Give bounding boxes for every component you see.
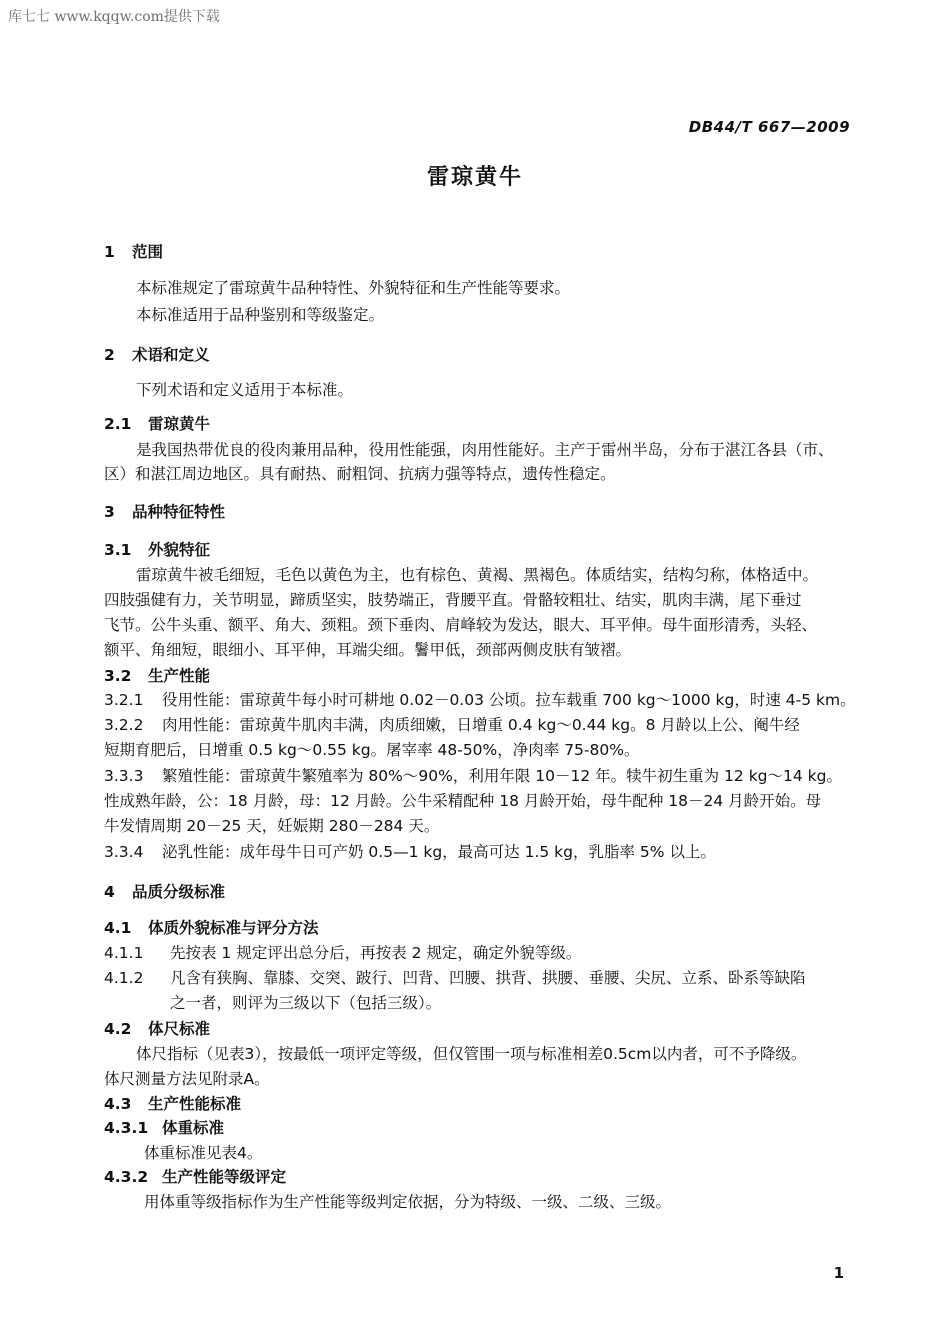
section-3-2-1: 3.2.1 役用性能：雷琼黄牛每小时可耕地 0.02－0.03 公顷。拉车载重 700 kg～1000 kg，时速 4-5 km。 xyxy=(104,691,856,709)
section-1-heading: 1 范围 xyxy=(104,243,164,261)
section-3-3-3-line-1: 3.3.3 繁殖性能：雷琼黄牛繁殖率为 80%～90%，利用年限 10－12 年。犊牛初生重为 12 kg～14 kg。 xyxy=(104,767,842,785)
section-4-2-heading: 4.2 体尺标准 xyxy=(104,1020,211,1038)
section-3-2-2-line-2: 短期育肥后，日增重 0.5 kg～0.55 kg。屠宰率 48-50%，净肉率 75-80%。 xyxy=(104,741,640,759)
section-4-heading: 4 品质分级标准 xyxy=(104,883,226,901)
section-3-3-4: 3.3.4 泌乳性能：成年母牛日可产奶 0.5—1 kg，最高可达 1.5 kg，乳脂率 5% 以上。 xyxy=(104,843,716,861)
section-4-1-2-line-2: 之一者，则评为三级以下（包括三级）。 xyxy=(170,994,442,1012)
section-3-1-line-3: 飞节。公牛头重、额平、角大、颈粗。颈下垂肉、肩峰较为发达，眼大、耳平伸。母牛面形清秀，头轻、 xyxy=(104,616,818,634)
document-code: DB44/T 667—2009 xyxy=(688,118,850,136)
section-1-para-2: 本标准适用于品种鉴别和等级鉴定。 xyxy=(136,306,385,324)
section-4-3-2-heading: 4.3.2 生产性能等级评定 xyxy=(104,1168,287,1186)
section-3-heading: 3 品种特征特性 xyxy=(104,503,226,521)
section-3-3-3-line-3: 牛发情周期 20－25 天，妊娠期 280－284 天。 xyxy=(104,817,440,835)
watermark: 库七七 www.kqqw.com提供下载 xyxy=(8,9,220,25)
section-3-3-3-line-2: 性成熟年龄，公：18 月龄，母：12 月龄。公牛采精配种 18 月龄开始，母牛配种 18－24 月龄开始。母 xyxy=(104,792,822,810)
section-4-3-1-text: 体重标准见表4。 xyxy=(144,1144,263,1162)
section-2-1-line-2: 区）和湛江周边地区。具有耐热、耐粗饲、抗病力强等特点，遗传性稳定。 xyxy=(104,465,616,483)
section-4-3-1-heading: 4.3.1 体重标准 xyxy=(104,1119,225,1137)
section-2-1-heading: 2.1 雷琼黄牛 xyxy=(104,415,211,433)
section-4-2-line-1: 体尺指标（见表3），按最低一项评定等级，但仅管围一项与标准相差0.5cm以内者，可不予降级。 xyxy=(136,1045,807,1063)
section-2-heading: 2 术语和定义 xyxy=(104,346,210,364)
section-1-para-1: 本标准规定了雷琼黄牛品种特性、外貌特征和生产性能等要求。 xyxy=(136,279,571,297)
section-4-1-2-line-1: 4.1.2 凡含有狭胸、靠膝、交突、跛行、凹背、凹腰、拱背、拱腰、垂腰、尖尻、立系、卧系等缺陷 xyxy=(104,969,806,987)
section-2-para-1: 下列术语和定义适用于本标准。 xyxy=(136,381,354,399)
section-3-1-line-2: 四肢强健有力，关节明显，蹄质坚实，肢势端正，背腰平直。骨骼较粗壮、结实，肌肉丰满，尾下垂过 xyxy=(104,591,802,609)
section-3-2-2-line-1: 3.2.2 肉用性能：雷琼黄牛肌肉丰满，肉质细嫩，日增重 0.4 kg～0.44 kg。8 月龄以上公、阉牛经 xyxy=(104,716,800,734)
section-4-1-1: 4.1.1 先按表 1 规定评出总分后，再按表 2 规定，确定外貌等级。 xyxy=(104,944,582,962)
page-number: 1 xyxy=(833,1264,844,1282)
section-4-2-line-2: 体尺测量方法见附录A。 xyxy=(104,1070,270,1088)
section-4-1-heading: 4.1 体质外貌标准与评分方法 xyxy=(104,919,319,937)
section-3-2-heading: 3.2 生产性能 xyxy=(104,667,211,685)
section-3-1-line-1: 雷琼黄牛被毛细短，毛色以黄色为主，也有棕色、黄褐、黑褐色。体质结实，结构匀称，体格适中。 xyxy=(136,566,819,584)
section-4-3-heading: 4.3 生产性能标准 xyxy=(104,1095,242,1113)
section-3-1-heading: 3.1 外貌特征 xyxy=(104,541,211,559)
page-title: 雷琼黄牛 xyxy=(426,165,523,190)
section-3-1-line-4: 额平、角细短，眼细小、耳平伸，耳端尖细。鬐甲低，颈部两侧皮肤有皱褶。 xyxy=(104,641,632,659)
section-4-3-2-text: 用体重等级指标作为生产性能等级判定依据，分为特级、一级、二级、三级。 xyxy=(144,1193,672,1211)
section-2-1-line-1: 是我国热带优良的役肉兼用品种，役用性能强，肉用性能好。主产于雷州半岛，分布于湛江各县（市、 xyxy=(136,441,834,459)
